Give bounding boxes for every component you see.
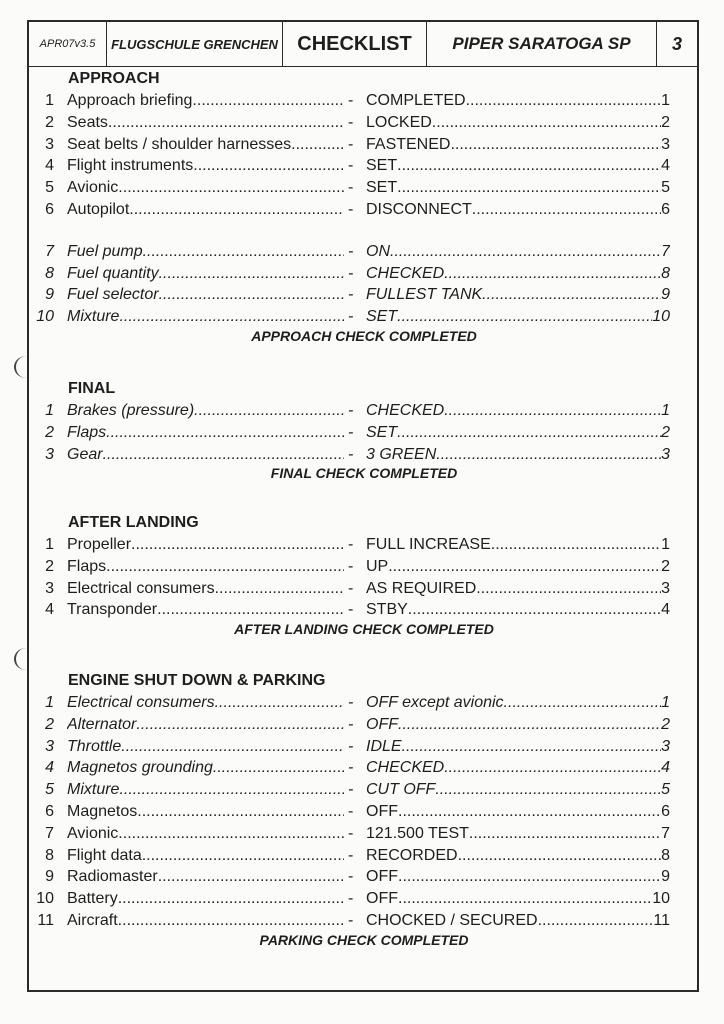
- separator-dash: -: [348, 558, 354, 575]
- item-action: LOCKED: [366, 114, 432, 131]
- item-label: Propeller: [67, 536, 132, 553]
- item-number: 3: [45, 446, 54, 463]
- dot-leader: [398, 716, 661, 734]
- dot-leader: [157, 601, 344, 619]
- separator-dash: -: [348, 716, 354, 733]
- item-response: [366, 243, 670, 261]
- checklist-item: [30, 580, 670, 601]
- separator-dash: -: [348, 308, 354, 325]
- dot-leader: [158, 868, 344, 886]
- checklist-item: [30, 157, 670, 178]
- item-number: 6: [45, 803, 54, 820]
- page-header: [29, 22, 697, 67]
- dot-leader: [472, 201, 661, 219]
- item-reference: 10: [652, 890, 670, 907]
- checklist-item: [30, 825, 670, 846]
- item-reference: 1: [661, 402, 670, 419]
- item-action: FASTENED: [366, 136, 451, 153]
- item-number: 9: [45, 868, 54, 885]
- item-label: Gear: [67, 446, 103, 463]
- item-action: CHECKED: [366, 759, 445, 776]
- item-number: 2: [45, 558, 54, 575]
- item-label: Electrical consumers: [67, 580, 215, 597]
- item-response: [366, 92, 670, 110]
- dot-leader: [504, 694, 662, 712]
- item-label: Electrical consumers: [67, 694, 215, 711]
- item-action: 121.500 TEST: [366, 825, 469, 842]
- item-number: 3: [45, 580, 54, 597]
- item-label: Avionic: [67, 179, 119, 196]
- item-label: Mixture: [67, 781, 120, 798]
- item-number: 2: [45, 114, 54, 131]
- aircraft-name: PIPER SARATOGA SP: [427, 22, 657, 66]
- dot-leader: [159, 265, 344, 283]
- item-label: Flight instruments: [67, 157, 194, 174]
- checklist-item: [30, 868, 670, 889]
- checklist-item: [30, 912, 670, 933]
- dot-leader: [491, 536, 661, 554]
- item-number: 11: [37, 912, 54, 929]
- separator-dash: -: [348, 136, 354, 153]
- item-label: Flight data: [67, 847, 142, 864]
- dot-leader: [194, 402, 344, 420]
- item-number: 8: [45, 847, 54, 864]
- item-challenge: [67, 825, 344, 843]
- item-challenge: [67, 286, 344, 304]
- dot-leader: [106, 558, 344, 576]
- item-label: Aircraft: [67, 912, 118, 929]
- item-number: 5: [45, 781, 54, 798]
- separator-dash: -: [348, 868, 354, 885]
- dot-leader: [388, 558, 661, 576]
- checklist-item: [30, 781, 670, 802]
- item-label: Flaps: [67, 558, 107, 575]
- section-completed-label: FINAL CHECK COMPLETED: [270, 465, 458, 481]
- item-label: Transponder: [67, 601, 158, 618]
- checklist-item: [30, 265, 670, 286]
- item-reference: 3: [661, 738, 670, 755]
- dot-leader: [408, 601, 661, 619]
- separator-dash: -: [348, 781, 354, 798]
- item-challenge: [67, 601, 344, 619]
- dot-leader: [192, 92, 344, 110]
- item-challenge: [67, 868, 344, 886]
- dot-leader: [538, 912, 654, 930]
- checklist-item: [30, 446, 670, 467]
- item-reference: 6: [661, 803, 670, 820]
- dot-leader: [444, 759, 661, 777]
- item-challenge: [67, 536, 344, 554]
- dot-leader: [397, 308, 652, 326]
- item-action: SET: [366, 308, 398, 325]
- item-reference: 3: [661, 136, 670, 153]
- item-label: Seat belts / shoulder harnesses: [67, 136, 292, 153]
- checklist-item: [30, 136, 670, 157]
- item-reference: 8: [661, 265, 670, 282]
- dot-leader: [466, 92, 662, 110]
- item-action: IDLE: [366, 738, 402, 755]
- separator-dash: -: [348, 201, 354, 218]
- separator-dash: -: [348, 92, 354, 109]
- checklist-item: [30, 402, 670, 423]
- item-response: [366, 825, 670, 843]
- item-reference: 6: [661, 201, 670, 218]
- dot-leader: [215, 694, 344, 712]
- dot-leader: [402, 738, 662, 756]
- dot-leader: [444, 265, 661, 283]
- dot-leader: [291, 136, 344, 154]
- item-number: 5: [45, 179, 54, 196]
- dot-leader: [397, 179, 661, 197]
- item-action: STBY: [366, 601, 408, 618]
- item-label: Fuel selector: [67, 286, 159, 303]
- item-response: [366, 601, 670, 619]
- item-reference: 2: [661, 716, 670, 733]
- checklist-item: [30, 716, 670, 737]
- checklist-item: [30, 738, 670, 759]
- dot-leader: [398, 868, 661, 886]
- dot-leader: [131, 536, 344, 554]
- dot-leader: [103, 446, 344, 464]
- item-label: Brakes (pressure): [67, 402, 195, 419]
- item-challenge: [67, 738, 344, 756]
- dot-leader: [142, 847, 344, 865]
- item-reference: 10: [652, 308, 670, 325]
- item-response: [366, 868, 670, 886]
- item-challenge: [67, 92, 344, 110]
- dot-leader: [136, 716, 344, 734]
- item-number: 4: [45, 601, 54, 618]
- item-action: OFF except avionic: [366, 694, 504, 711]
- section-title: FINAL: [68, 380, 116, 397]
- item-number: 2: [45, 424, 54, 441]
- separator-dash: -: [348, 694, 354, 711]
- binder-hole-mark: [14, 648, 38, 670]
- item-action: DISCONNECT: [366, 201, 472, 218]
- dot-leader: [119, 308, 344, 326]
- item-response: [366, 694, 670, 712]
- separator-dash: -: [348, 424, 354, 441]
- item-number: 3: [45, 738, 54, 755]
- item-number: 1: [45, 536, 54, 553]
- item-action: CHECKED: [366, 402, 445, 419]
- item-action: UP: [366, 558, 389, 575]
- separator-dash: -: [348, 890, 354, 907]
- dot-leader: [482, 286, 661, 304]
- checklist-item: [30, 601, 670, 622]
- separator-dash: -: [348, 580, 354, 597]
- item-action: OFF: [366, 890, 398, 907]
- dot-leader: [118, 825, 344, 843]
- item-number: 9: [45, 286, 54, 303]
- item-label: Approach briefing: [67, 92, 193, 109]
- item-action: SET: [366, 424, 398, 441]
- dot-leader: [476, 580, 661, 598]
- section-title: AFTER LANDING: [68, 514, 199, 531]
- checklist-item: [30, 890, 670, 911]
- dot-leader: [450, 136, 661, 154]
- item-challenge: [67, 179, 344, 197]
- item-challenge: [67, 308, 344, 326]
- item-action: AS REQUIRED: [366, 580, 477, 597]
- binder-hole-mark: [14, 356, 38, 378]
- item-response: [366, 716, 670, 734]
- checklist-item: [30, 92, 670, 113]
- item-challenge: [67, 781, 344, 799]
- checklist-item: [30, 243, 670, 264]
- school-name: FLUGSCHULE GRENCHEN: [107, 22, 283, 66]
- item-label: Mixture: [67, 308, 120, 325]
- item-challenge: [67, 424, 344, 442]
- checklist-item: [30, 536, 670, 557]
- separator-dash: -: [348, 114, 354, 131]
- item-label: Radiomaster: [67, 868, 158, 885]
- separator-dash: -: [348, 825, 354, 842]
- item-challenge: [67, 803, 344, 821]
- item-action: OFF: [366, 868, 398, 885]
- item-number: 10: [36, 890, 54, 907]
- separator-dash: -: [348, 243, 354, 260]
- item-action: CHOCKED / SECURED: [366, 912, 538, 929]
- dot-leader: [213, 759, 344, 777]
- checklist-item: [30, 558, 670, 579]
- separator-dash: -: [348, 402, 354, 419]
- section-title: APPROACH: [68, 70, 160, 87]
- dot-leader: [215, 580, 344, 598]
- item-number: 4: [45, 157, 54, 174]
- item-challenge: [67, 402, 344, 420]
- item-label: Seats: [67, 114, 108, 131]
- item-response: [366, 847, 670, 865]
- item-number: 1: [45, 694, 54, 711]
- page-number: 3: [671, 33, 682, 54]
- section-title: ENGINE SHUT DOWN & PARKING: [68, 672, 326, 689]
- item-response: [366, 402, 670, 420]
- item-number: 1: [45, 92, 54, 109]
- item-reference: 3: [661, 580, 670, 597]
- item-challenge: [67, 890, 344, 908]
- item-reference: 1: [661, 536, 670, 553]
- separator-dash: -: [348, 912, 354, 929]
- item-response: [366, 446, 670, 464]
- dot-leader: [397, 424, 661, 442]
- item-number: 7: [45, 243, 54, 260]
- item-challenge: [67, 243, 344, 261]
- section-completed-label: AFTER LANDING CHECK COMPLETED: [234, 621, 494, 637]
- item-challenge: [67, 446, 344, 464]
- item-response: [366, 803, 670, 821]
- item-label: Alternator: [67, 716, 137, 733]
- item-number: 6: [45, 201, 54, 218]
- item-response: [366, 890, 670, 908]
- item-label: Battery: [67, 890, 118, 907]
- item-action: ON: [366, 243, 390, 260]
- item-reference: 9: [661, 868, 670, 885]
- item-label: Fuel pump: [67, 243, 143, 260]
- doc-code: APR07v3.5: [29, 22, 107, 66]
- dot-leader: [193, 157, 344, 175]
- dot-leader: [118, 912, 344, 930]
- dot-leader: [390, 243, 661, 261]
- item-response: [366, 308, 670, 326]
- item-challenge: [67, 759, 344, 777]
- dot-leader: [137, 803, 344, 821]
- item-action: FULL INCREASE: [366, 536, 491, 553]
- checklist-item: [30, 803, 670, 824]
- checklist-item: [30, 286, 670, 307]
- separator-dash: -: [348, 759, 354, 776]
- item-reference: 8: [661, 847, 670, 864]
- item-response: [366, 114, 670, 132]
- item-response: [366, 157, 670, 175]
- separator-dash: -: [348, 286, 354, 303]
- item-reference: 4: [661, 601, 670, 618]
- dot-leader: [129, 201, 344, 219]
- item-reference: 5: [661, 781, 670, 798]
- item-label: Magnetos grounding: [67, 759, 213, 776]
- item-response: [366, 536, 670, 554]
- separator-dash: -: [348, 157, 354, 174]
- item-number: 4: [45, 759, 54, 776]
- dot-leader: [121, 738, 344, 756]
- item-action: RECORDED: [366, 847, 458, 864]
- item-challenge: [67, 716, 344, 734]
- item-challenge: [67, 157, 344, 175]
- dot-leader: [118, 890, 344, 908]
- separator-dash: -: [348, 536, 354, 553]
- separator-dash: -: [348, 803, 354, 820]
- checklist-item: [30, 179, 670, 200]
- dot-leader: [398, 890, 652, 908]
- item-reference: 2: [661, 424, 670, 441]
- item-response: [366, 265, 670, 283]
- dot-leader: [432, 114, 661, 132]
- dot-leader: [106, 424, 344, 442]
- item-reference: 9: [661, 286, 670, 303]
- item-response: [366, 912, 670, 930]
- page-title: CHECKLIST: [283, 22, 427, 66]
- item-action: OFF: [366, 803, 398, 820]
- separator-dash: -: [348, 847, 354, 864]
- item-response: [366, 738, 670, 756]
- item-number: 8: [45, 265, 54, 282]
- item-challenge: [67, 136, 344, 154]
- dot-leader: [436, 446, 661, 464]
- checklist-item: [30, 694, 670, 715]
- dot-leader: [435, 781, 661, 799]
- dot-leader: [398, 803, 661, 821]
- separator-dash: -: [348, 738, 354, 755]
- section-completed-label: PARKING CHECK COMPLETED: [259, 932, 469, 948]
- item-number: 1: [45, 402, 54, 419]
- checklist-item: [30, 759, 670, 780]
- item-number: 10: [36, 308, 54, 325]
- item-response: [366, 558, 670, 576]
- item-number: 7: [45, 825, 54, 842]
- dot-leader: [458, 847, 662, 865]
- checklist-item: [30, 114, 670, 135]
- dot-leader: [469, 825, 661, 843]
- item-number: 3: [45, 136, 54, 153]
- item-reference: 4: [661, 157, 670, 174]
- item-action: SET: [366, 157, 398, 174]
- separator-dash: -: [348, 446, 354, 463]
- dot-leader: [118, 179, 344, 197]
- checklist-item: [30, 847, 670, 868]
- item-reference: 3: [661, 446, 670, 463]
- item-reference: 5: [661, 179, 670, 196]
- item-challenge: [67, 694, 344, 712]
- item-response: [366, 781, 670, 799]
- item-challenge: [67, 847, 344, 865]
- item-action: OFF: [366, 716, 398, 733]
- item-challenge: [67, 201, 344, 219]
- separator-dash: -: [348, 179, 354, 196]
- dot-leader: [119, 781, 344, 799]
- item-challenge: [67, 912, 344, 930]
- separator-dash: -: [348, 601, 354, 618]
- dot-leader: [444, 402, 661, 420]
- item-response: [366, 580, 670, 598]
- item-response: [366, 136, 670, 154]
- item-action: SET: [366, 179, 398, 196]
- item-number: 2: [45, 716, 54, 733]
- item-challenge: [67, 114, 344, 132]
- item-reference: 4: [661, 759, 670, 776]
- checklist-item: [30, 201, 670, 222]
- item-action: CUT OFF: [366, 781, 436, 798]
- separator-dash: -: [348, 265, 354, 282]
- item-response: [366, 201, 670, 219]
- item-reference: 7: [661, 243, 670, 260]
- item-label: Throttle: [67, 738, 122, 755]
- item-reference: 7: [661, 825, 670, 842]
- section-completed-label: APPROACH CHECK COMPLETED: [251, 328, 477, 344]
- item-reference: 1: [661, 694, 670, 711]
- item-reference: 2: [661, 558, 670, 575]
- item-response: [366, 179, 670, 197]
- item-reference: 1: [661, 92, 670, 109]
- item-reference: 2: [661, 114, 670, 131]
- item-action: FULLEST TANK: [366, 286, 483, 303]
- dot-leader: [108, 114, 344, 132]
- item-action: COMPLETED: [366, 92, 466, 109]
- checklist-item: [30, 424, 670, 445]
- item-label: Avionic: [67, 825, 119, 842]
- item-action: 3 GREEN: [366, 446, 437, 463]
- checklist-item: [30, 308, 670, 329]
- item-challenge: [67, 580, 344, 598]
- dot-leader: [143, 243, 344, 261]
- item-challenge: [67, 265, 344, 283]
- item-label: Autopilot: [67, 201, 130, 218]
- dot-leader: [159, 286, 344, 304]
- item-response: [366, 424, 670, 442]
- dot-leader: [397, 157, 661, 175]
- item-label: Magnetos: [67, 803, 138, 820]
- item-response: [366, 759, 670, 777]
- item-reference: 11: [653, 912, 670, 929]
- item-label: Flaps: [67, 424, 107, 441]
- item-response: [366, 286, 670, 304]
- item-label: Fuel quantity: [67, 265, 159, 282]
- item-action: CHECKED: [366, 265, 445, 282]
- item-challenge: [67, 558, 344, 576]
